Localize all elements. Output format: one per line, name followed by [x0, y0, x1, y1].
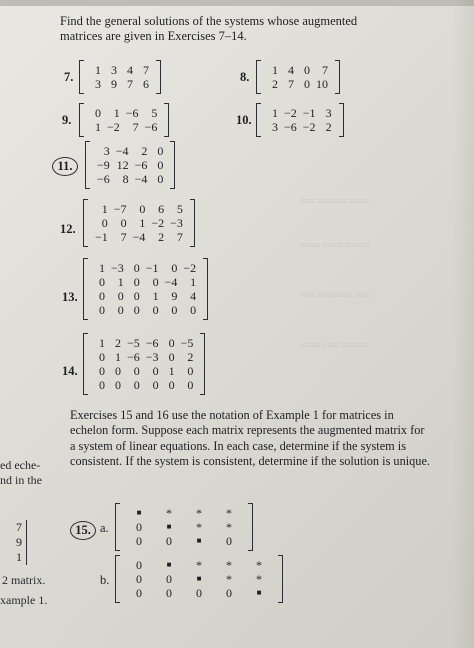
matrix-entry: *: [226, 520, 232, 534]
matrix-entry: 0: [120, 216, 127, 230]
matrix-entry: 0: [117, 303, 124, 317]
matrix-row: [92, 364, 196, 378]
matrix-entry: *: [196, 558, 202, 572]
matrix-row: [92, 275, 199, 289]
matrix-row: [92, 350, 196, 364]
matrix-row: [92, 216, 186, 230]
matrix-entry: ■: [166, 522, 172, 531]
matrix-entry: ■: [136, 508, 142, 517]
matrix-entry: 0: [133, 378, 140, 392]
exercise-11-number-circled: 11.: [52, 157, 78, 176]
matrix-entry: 0: [136, 572, 142, 586]
matrix-row: [92, 202, 186, 216]
matrix-row: [92, 261, 199, 275]
matrix-entry: −7: [113, 202, 127, 216]
matrix-entry: ■: [256, 588, 262, 597]
matrix-entry: 0: [95, 106, 101, 120]
exercise-12-matrix: [92, 202, 186, 244]
matrix-entry: 0: [136, 520, 142, 534]
matrix-entry: 0: [133, 364, 140, 378]
exercise-13-number: 13.: [62, 290, 78, 304]
matrix-entry: −4: [164, 275, 178, 289]
matrix-row: [92, 230, 186, 244]
matrix-entry: 0: [115, 378, 121, 392]
matrix-entry: 0: [166, 534, 172, 548]
matrix-entry: 4: [288, 63, 294, 77]
matrix-entry: 0: [99, 364, 105, 378]
matrix-entry: 0: [152, 275, 159, 289]
matrix-entry: 0: [304, 77, 310, 91]
margin-vector-entry: 1: [16, 550, 22, 564]
matrix-entry: 0: [190, 303, 197, 317]
exercise-15-number-circled: 15.: [70, 521, 96, 540]
matrix-entry: −3: [111, 261, 124, 275]
matrix-entry: −4: [115, 144, 129, 158]
matrix-row: [265, 63, 331, 77]
margin-vector-entry: 9: [16, 535, 22, 549]
exercise-11-matrix: [94, 144, 166, 186]
matrix-entry: −5: [180, 336, 194, 350]
bleed-through-text: ≡≡≡ ≡≡≡≡≡≡≡ ≡≡≡: [300, 290, 371, 300]
matrix-entry: 7: [322, 63, 328, 77]
matrix-entry: −4: [132, 230, 146, 244]
matrix-row: [92, 336, 196, 350]
matrix-entry: 0: [226, 534, 232, 548]
matrix-entry: −6: [97, 172, 110, 186]
exercise-8-number: 8.: [240, 70, 250, 84]
matrix-row: [124, 558, 274, 572]
matrix-entry: 2: [158, 230, 165, 244]
matrix-entry: −2: [183, 261, 197, 275]
matrix-entry: 0: [157, 172, 164, 186]
matrix-entry: 0: [101, 216, 108, 230]
exercise-15a-matrix: [124, 506, 244, 548]
matrix-entry: 3: [272, 120, 278, 134]
matrix-entry: 0: [226, 586, 232, 600]
matrix-entry: 7: [143, 63, 149, 77]
matrix-entry: 0: [136, 534, 142, 548]
exercise-12-number: 12.: [60, 222, 76, 236]
exercise-7-number: 7.: [64, 70, 74, 84]
matrix-entry: 1: [272, 106, 278, 120]
matrix-entry: 0: [117, 289, 124, 303]
matrix-entry: 3: [325, 106, 332, 120]
matrix-entry: 0: [136, 558, 142, 572]
margin-text-1: ed eche-: [0, 458, 41, 472]
matrix-entry: 0: [99, 378, 105, 392]
matrix-entry: 0: [152, 364, 159, 378]
matrix-entry: 6: [158, 202, 165, 216]
matrix-entry: 2: [141, 144, 148, 158]
matrix-entry: 0: [171, 261, 178, 275]
matrix-row: [94, 158, 166, 172]
matrix-entry: 0: [171, 303, 178, 317]
matrix-entry: 7: [127, 77, 133, 91]
bleed-through-text: ≡≡≡≡≡≡ ≡≡≡ ≡≡≡≡: [300, 340, 371, 350]
bleed-through-text: ≡≡≡≡ ≡≡≡≡≡≡ ≡≡≡: [300, 196, 371, 206]
matrix-entry: 0: [187, 364, 194, 378]
matrix-row: [265, 106, 335, 120]
matrix-entry: 0: [99, 350, 105, 364]
exercises-15-16-instructions: Exercises 15 and 16 use the notation of Example 1 for matrices in echelon form. Suppose each matrix represents the augmented matrix for a system of linear equations. In each case, determine if the system is consistent. If the system is consistent, determine if the solution is unique.: [70, 408, 430, 468]
page-top-edge: [0, 0, 474, 6]
margin-text-2: nd in the: [0, 473, 42, 487]
exercise-9-number: 9.: [62, 113, 72, 127]
matrix-entry: 5: [151, 106, 158, 120]
matrix-entry: 0: [99, 275, 105, 289]
margin-text-3: 2 matrix.: [2, 573, 46, 587]
matrix-entry: 1: [113, 106, 120, 120]
matrix-entry: 1: [101, 202, 108, 216]
matrix-entry: 0: [152, 303, 159, 317]
matrix-row: [92, 303, 199, 317]
matrix-entry: *: [166, 506, 172, 520]
matrix-entry: 1: [152, 289, 159, 303]
matrix-row: [124, 506, 244, 520]
matrix-entry: 0: [136, 586, 142, 600]
matrix-entry: 1: [139, 216, 146, 230]
exercise-14-matrix: [92, 336, 196, 392]
matrix-entry: −6: [127, 350, 140, 364]
matrix-entry: 2: [325, 120, 332, 134]
matrix-row: [94, 144, 166, 158]
exercise-15b-matrix: [124, 558, 274, 600]
exercise-8-matrix: [265, 63, 331, 91]
matrix-entry: 1: [117, 275, 124, 289]
matrix-entry: 1: [99, 336, 105, 350]
matrix-row: [92, 289, 199, 303]
matrix-row: [92, 378, 196, 392]
matrix-entry: 4: [190, 289, 197, 303]
matrix-entry: −5: [127, 336, 140, 350]
matrix-entry: 4: [127, 63, 133, 77]
matrix-entry: −2: [302, 120, 316, 134]
matrix-entry: ■: [166, 560, 172, 569]
matrix-entry: −1: [145, 261, 159, 275]
matrix-entry: 1: [95, 120, 101, 134]
matrix-entry: −6: [145, 336, 159, 350]
matrix-entry: 7: [176, 230, 183, 244]
matrix-entry: 0: [133, 289, 140, 303]
matrix-entry: 0: [168, 350, 175, 364]
matrix-row: [88, 120, 160, 134]
matrix-entry: 0: [304, 63, 310, 77]
matrix-entry: −3: [170, 216, 183, 230]
matrix-entry: 0: [166, 586, 172, 600]
matrix-row: [265, 120, 335, 134]
exercise-9-matrix: [88, 106, 160, 134]
matrix-entry: 0: [168, 378, 175, 392]
matrix-entry: 0: [166, 572, 172, 586]
exercise-10-number: 10.: [236, 113, 252, 127]
matrix-entry: 0: [133, 261, 140, 275]
matrix-entry: 0: [187, 378, 194, 392]
matrix-entry: *: [226, 506, 232, 520]
matrix-entry: ■: [196, 574, 202, 583]
matrix-entry: 0: [152, 378, 159, 392]
matrix-entry: 0: [157, 144, 164, 158]
matrix-entry: 2: [115, 336, 121, 350]
matrix-entry: −6: [134, 158, 148, 172]
matrix-entry: 7: [120, 230, 127, 244]
exercise-7-matrix: [88, 63, 152, 91]
instructions-text: Find the general solutions of the systems whose augmented matrices are given in Exercises 7–14.: [60, 14, 358, 43]
matrix-entry: 8: [122, 172, 129, 186]
matrix-entry: 0: [139, 202, 146, 216]
matrix-entry: 6: [143, 77, 149, 91]
matrix-entry: 5: [176, 202, 183, 216]
matrix-entry: *: [256, 572, 262, 586]
matrix-row: [124, 534, 244, 548]
matrix-entry: 12: [116, 158, 129, 172]
matrix-entry: −2: [284, 106, 297, 120]
matrix-entry: 0: [99, 289, 105, 303]
matrix-row: [88, 77, 152, 91]
matrix-entry: −6: [284, 120, 297, 134]
matrix-row: [88, 63, 152, 77]
matrix-entry: 1: [190, 275, 197, 289]
matrix-entry: −1: [302, 106, 316, 120]
matrix-entry: −1: [95, 230, 108, 244]
matrix-entry: *: [226, 572, 232, 586]
matrix-entry: *: [196, 520, 202, 534]
matrix-entry: 1: [168, 364, 175, 378]
exercise-10-matrix: [265, 106, 335, 134]
matrix-row: [88, 106, 160, 120]
matrix-entry: 0: [115, 364, 121, 378]
margin-text-4: xample 1.: [0, 593, 48, 607]
matrix-row: [265, 77, 331, 91]
matrix-entry: 3: [111, 63, 117, 77]
matrix-entry: 1: [115, 350, 121, 364]
matrix-row: [124, 572, 274, 586]
page-shadow: [452, 0, 474, 648]
matrix-entry: 2: [272, 77, 278, 91]
matrix-entry: 1: [272, 63, 278, 77]
matrix-entry: 1: [95, 63, 101, 77]
matrix-entry: *: [196, 506, 202, 520]
matrix-entry: −6: [125, 106, 139, 120]
matrix-entry: 0: [99, 303, 105, 317]
exercise-15b-label: b.: [100, 573, 110, 587]
matrix-entry: 3: [95, 77, 101, 91]
matrix-row: [124, 586, 274, 600]
matrix-entry: 0: [133, 303, 140, 317]
matrix-entry: 0: [196, 586, 202, 600]
matrix-entry: 0: [157, 158, 164, 172]
matrix-entry: 2: [187, 350, 194, 364]
margin-column-vector: [8, 520, 27, 565]
matrix-entry: −2: [107, 120, 120, 134]
exercise-15a-label: a.: [100, 521, 109, 535]
matrix-entry: 0: [133, 275, 140, 289]
matrix-entry: −2: [151, 216, 165, 230]
bleed-through-text: ≡≡≡≡≡ ≡≡≡≡ ≡≡≡≡: [300, 240, 371, 250]
matrix-entry: −6: [144, 120, 158, 134]
matrix-entry: −3: [145, 350, 159, 364]
matrix-entry: 0: [168, 336, 175, 350]
matrix-entry: *: [256, 558, 262, 572]
matrix-entry: ■: [196, 536, 202, 545]
exercise-13-matrix: [92, 261, 199, 317]
margin-vector-entry: 7: [16, 520, 22, 534]
matrix-row: [94, 172, 166, 186]
matrix-entry: *: [226, 558, 232, 572]
matrix-entry: 1: [99, 261, 105, 275]
matrix-entry: 10: [316, 77, 328, 91]
matrix-entry: −9: [97, 158, 110, 172]
matrix-entry: 7: [288, 77, 294, 91]
exercise-14-number: 14.: [62, 364, 78, 378]
matrix-entry: 7: [132, 120, 139, 134]
matrix-entry: 9: [111, 77, 117, 91]
matrix-row: [124, 520, 244, 534]
matrix-entry: −4: [134, 172, 148, 186]
matrix-entry: 3: [103, 144, 110, 158]
matrix-entry: 9: [171, 289, 178, 303]
